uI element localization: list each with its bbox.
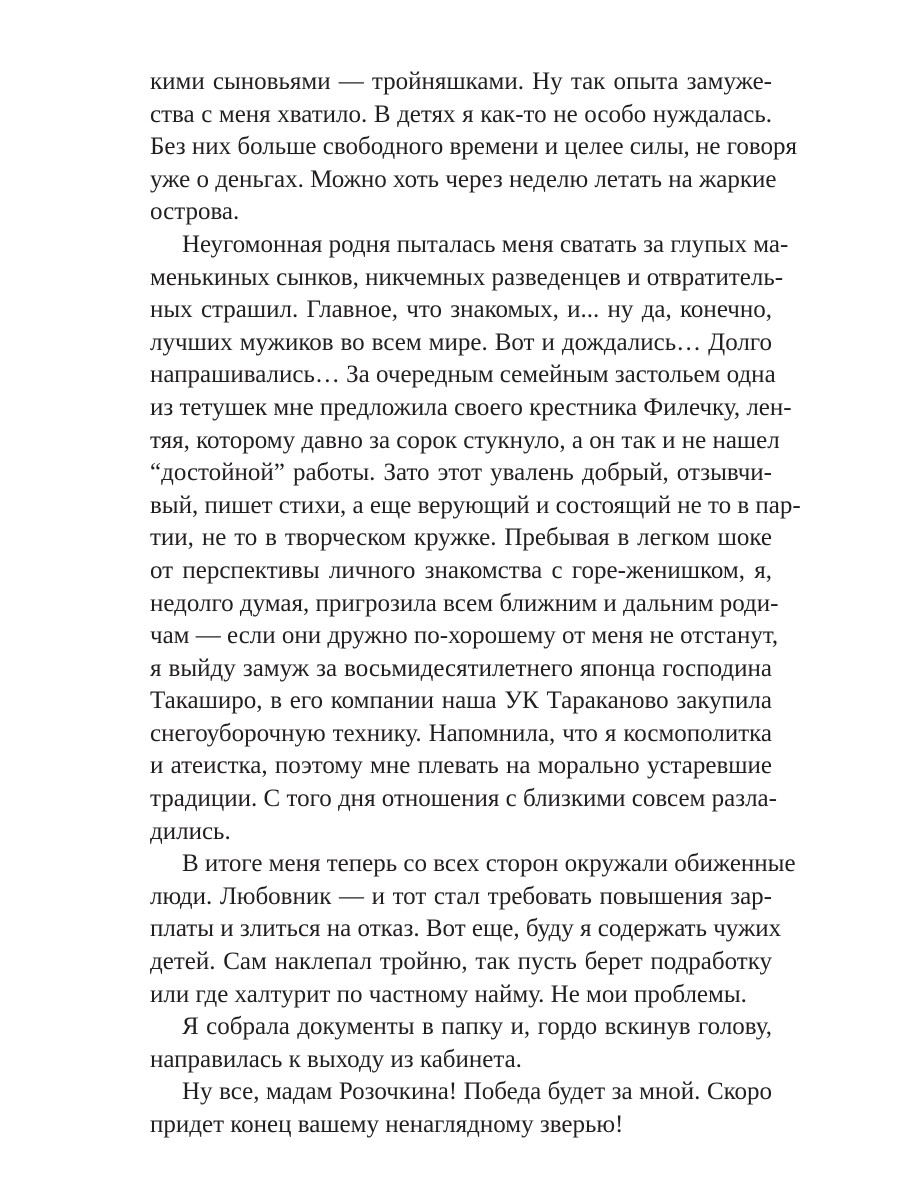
text-line: Неугомонная родня пыталась меня сватать за глупых ма- <box>182 230 789 258</box>
text-line: Ну все, мадам Розочкина! Победа будет за мной. Скоро <box>182 1078 772 1106</box>
paragraph-2 <box>150 229 801 848</box>
text-line: от перспективы личного знакомства с горе-женишком, я, <box>150 556 772 584</box>
paragraph-5 <box>150 1076 772 1141</box>
text-line: ных страшил. Главное, что знакомых, и... ну да, конечно, <box>150 296 772 324</box>
text-line: Такаширо, в его компании наша УК Тараканово закупила <box>150 687 772 715</box>
paragraph-4 <box>150 1011 772 1076</box>
text-line: В итоге меня теперь со всех сторон окружали обиженные <box>182 850 796 878</box>
text-line: дились. <box>150 817 231 845</box>
text-line: я выйду замуж за восьмидесятилетнего японца господина <box>150 654 772 682</box>
text-line: или где халтурит по частному найму. Не мои проблемы. <box>150 980 747 1008</box>
paragraph-1 <box>150 66 798 229</box>
text-line: “достойной” работы. Зато этот увалень добрый, отзывчи- <box>150 459 772 487</box>
text-line: чам — если они дружно по-хорошему от меня не отстанут, <box>150 622 779 650</box>
text-line: направилась к выходу из кабинета. <box>150 1045 522 1073</box>
text-line: и атеистка, поэтому мне плевать на морально устаревшие <box>150 752 772 780</box>
text-line: придет конец вашему ненаглядному зверью! <box>150 1111 624 1138</box>
text-line: лучших мужиков во всем мире. Вот и дождались… Долго <box>150 328 772 356</box>
text-line: кими сыновьями — тройняшками. Ну так опыта замуже- <box>150 68 772 95</box>
text-line: вый, пишет стихи, а еще верующий и состоящий не то в пар- <box>150 491 801 519</box>
text-line: тии, не то в творческом кружке. Пребывая в легком шоке <box>150 524 772 552</box>
paragraph-3 <box>150 848 796 1011</box>
text-line: тяя, которому давно за сорок стукнуло, а он так и не нашел <box>150 426 780 454</box>
text-line: недолго думая, пригрозила всем ближним и дальним роди- <box>150 589 779 617</box>
book-page-text <box>150 66 801 1142</box>
text-line: платы и злиться на отказ. Вот еще, буду я содержать чужих <box>150 915 782 943</box>
text-line: уже о деньгах. Можно хоть через неделю летать на жаркие <box>150 165 777 193</box>
text-line: традиции. С того дня отношения с близкими совсем разла- <box>150 785 777 813</box>
text-line: детей. Сам наклепал тройню, так пусть берет подработку <box>150 948 772 976</box>
text-line: Без них больше свободного времени и целее силы, не говоря <box>150 133 798 161</box>
text-line: Я собрала документы в папку и, гордо вскинув голову, <box>182 1013 772 1041</box>
text-line: люди. Любовник — и тот стал требовать повышения зар- <box>150 882 772 910</box>
text-line: напрашивались… За очередным семейным застольем одна <box>150 361 776 389</box>
text-line: острова. <box>150 198 240 226</box>
text-line: менькиных сынков, никчемных разведенцев и отвратитель- <box>150 263 784 291</box>
text-line: ства с меня хватило. В детях я как-то не особо нуждалась. <box>150 100 772 128</box>
text-line: из тетушек мне предложила своего крестника Филечку, лен- <box>150 393 792 421</box>
text-line: снегоуборочную технику. Напомнила, что я космополитка <box>150 719 772 747</box>
